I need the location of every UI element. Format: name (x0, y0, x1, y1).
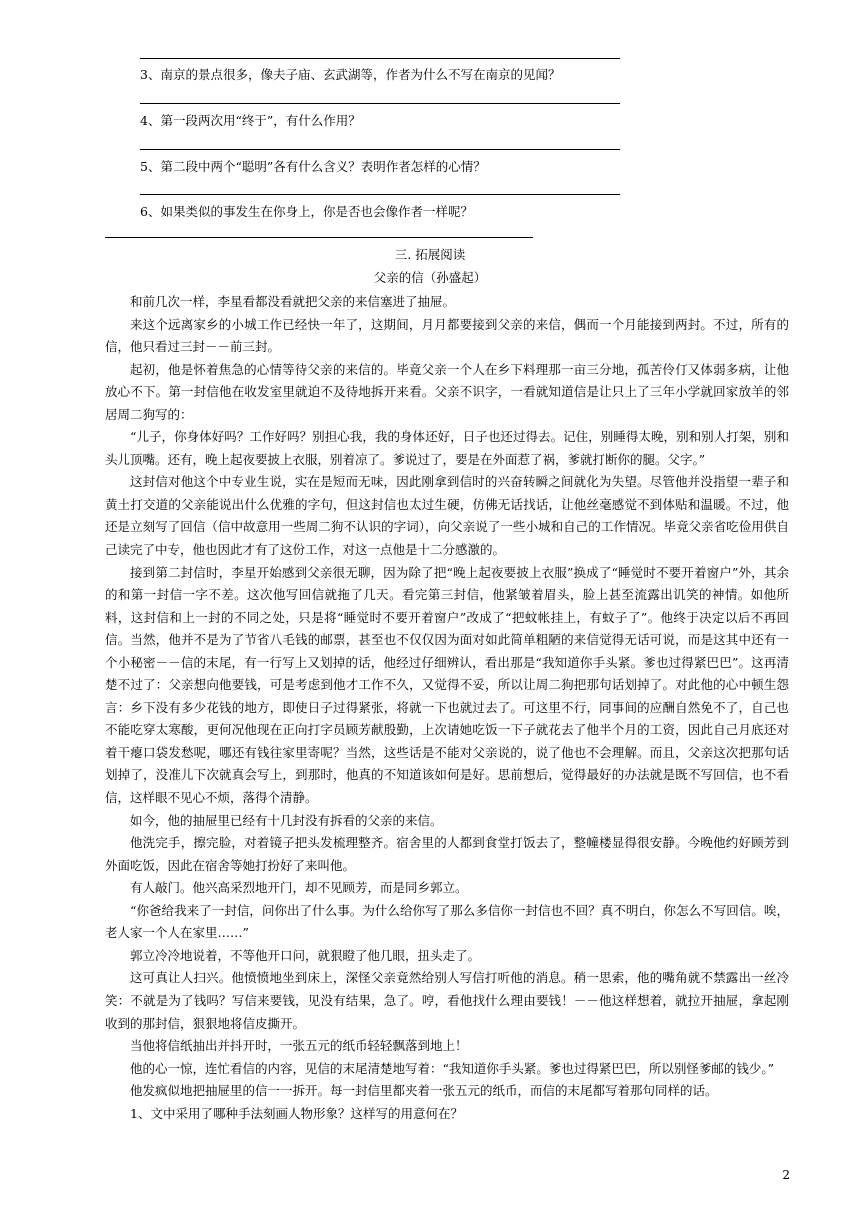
article-title: 父亲的信（孙盛起） (373, 270, 487, 285)
answer-line (140, 194, 620, 195)
paragraph: 这可真让人扫兴。他愤愤地坐到床上，深怪父亲竟然给别人写信打听他的消息。稍一思索，他的嘴角就不禁露出一丝冷笑：不就是为了钱吗？写信来要钱，见没有结果，急了。哼，看他找什么理由要钱！－－他这样想着，就拉开抽屉，拿起刚收到的那封信，狠狠地将信皮撕开。 (105, 970, 789, 1031)
paragraph: 来这个远离家乡的小城工作已经快一年了，这期间，月月都要接到父亲的来信，偶而一个月能接到两封。不过，所有的信，他只看过三封－－前三封。 (105, 316, 789, 355)
paragraph: 他的心一惊，连忙看信的内容，见信的末尾清楚地写着：“我知道你手头紧。爹也过得紧巴巴，所以别怪爹邮的钱少。” (130, 1060, 775, 1076)
paragraph: “儿子，你身体好吗？工作好吗？别担心我，我的身体还好，日子也还过得去。记住，别睡得太晚，别和别人打架，别和头儿顶嘴。还有，晚上起夜要披上衣服，别着凉了。爹说过了，要是在外面惹了祸，爹就打断你的腿。父字。” (105, 429, 789, 467)
paragraph: 当他将信纸抽出并抖开时，一张五元的纸币轻轻飘落到地上！ (130, 1038, 468, 1054)
article-body (105, 291, 789, 1125)
paragraph: 他洗完手，擦完脸，对着镜子把头发梳理整齐。宿舍里的人都到食堂打饭去了，整幢楼显得很安静。今晚他约好顾芳到外面吃饭，因此在宿舍等她打扮好了来叫他。 (105, 835, 789, 873)
paragraph: 郭立冷冷地说着，不等他开口问，就狠瞪了他几眼，扭头走了。 (130, 947, 481, 963)
answer-line (140, 58, 620, 59)
paragraph: 他发疯似地把抽屉里的信一一拆开。每一封信里都夹着一张五元的纸币，而信的末尾都写着那句同样的话。 (130, 1083, 718, 1099)
paragraph: 接到第二封信时，李星开始感到父亲很无聊，因为除了把“晚上起夜要披上衣服”换成了“睡觉时不要开着窗户”外，其余的和第一封信一字不差。这次他写回信就拖了几天。看完第三封信，他紧皱着眉头，脸上甚至流露出讥笑的神情。如他所料，这封信和上一封的不同之处，只是将“睡觉时不要开着窗户”改成了“把蚊帐挂上，有蚊子了”。他终于决定以后不再回信。当然，他并不是为了节省八毛钱的邮票，甚至也不仅仅因为面对如此简单粗陋的来信觉得无话可说，而是这其中还有一个小秘密－－信的末尾，有一行写上又划掉的话，他经过仔细辨认，看出那是“我知道你手头紧。爹也过得紧巴巴”。这再清楚不过了：父亲想向他要钱，可是考虑到他才工作不久，又觉得不妥，所以让周二狗把那句话划掉了。对此他的心中顿生怨言：乡下没有多少花钱的地方，即使日子过得紧张，将就一下也就过去了。可这里不行，同事间的应酬自然免不了，自己也不能吃穿太寒酸，更何况他现在正向打字员顾芳献殷勤，上次请她吃饭一下子就花去了他半个月的工资，因此自己月底还对着干瘪口袋发愁呢，哪还有钱往家里寄呢？当然，这些话是不能对父亲说的，说了他也不会理解。而且，父亲这次把那句话划掉了，没准儿下次就真会写上，到那时，他真的不知道该如何是好。思前想后，觉得最好的办法就是既不写回信，也不看信，这样眼不见心不烦，落得个清静。 (105, 564, 789, 806)
section-title: 三. 拓展阅读 (394, 247, 466, 262)
reading-question-1: 1、文中采用了哪种手法刻画人物形象？这样写的用意何在？ (130, 1105, 463, 1121)
paragraph: 这封信对他这个中专业生说，实在是短而无味，因此刚拿到信时的兴奋转瞬之间就化为失望。尽管他并没指望一辈子和黄土打交道的父亲能说出什么优雅的字句，但这封信也太过生硬，仿佛无话找话，让他丝毫感觉不到体贴和温暖。不过，他还是立刻写了回信（信中故意用一些周二狗不认识的字词），向父亲说了一些小城和自己的工作情况。毕竟父亲省吃俭用供自己读完了中专，他也因此才有了这份工作，对这一点他是十二分感激的。 (105, 474, 789, 558)
question-3: 3、南京的景点很多，像夫子庙、玄武湖等，作者为什么不写在南京的见闻？ (140, 67, 561, 82)
answer-line (140, 149, 620, 150)
divider-line (105, 237, 533, 238)
paragraph: “你爸给我来了一封信，问你出了什么事。为什么给你写了那么多信你一封信也不回？真不明白，你怎么不写回信。唉，老人家一个人在家里……” (105, 902, 789, 941)
paragraph: 如今，他的抽屉里已经有十几封没有拆看的父亲的来信。 (130, 812, 443, 828)
paragraph: 起初，他是怀着焦急的心情等待父亲的来信的。毕竟父亲一个人在乡下料理那一亩三分地，孤苦伶仃又体弱多病，让他放心不下。第一封信他在收发室里就迫不及待地拆开来看。父亲不识字，一看就知道信是让只上了三年小学就回家放羊的邻居周二狗写的： (105, 361, 789, 422)
answer-line (140, 103, 620, 104)
question-4: 4、第一段两次用“终于”，有什么作用？ (140, 113, 361, 128)
paragraph: 有人敲门。他兴高采烈地开门，却不见顾芳，而是同乡郭立。 (130, 880, 468, 896)
question-5: 5、第二段中两个“聪明”各有什么含义？表明作者怎样的心情？ (140, 159, 486, 174)
page-number: 2 (782, 1168, 790, 1182)
paragraph: 和前几次一样，李星看都没看就把父亲的来信塞进了抽屉。 (130, 294, 456, 309)
question-6: 6、如果类似的事发生在你身上，你是否也会像作者一样呢？ (140, 204, 473, 219)
